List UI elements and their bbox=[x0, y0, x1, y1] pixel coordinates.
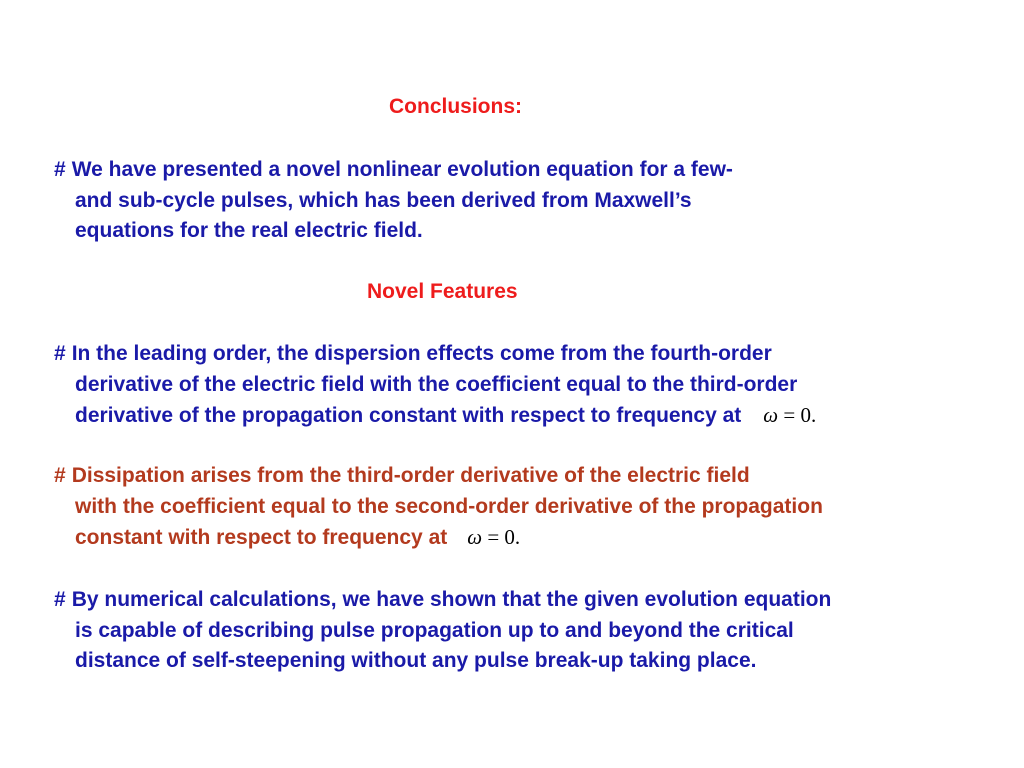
bullet-3 bbox=[54, 461, 823, 554]
bullet-4-line-3: distance of self-steepening without any pulse break-up taking place. bbox=[75, 649, 757, 673]
bullet-4 bbox=[54, 585, 831, 677]
bullet-2-line-1: # In the leading order, the dispersion effects come from the fourth-order bbox=[54, 342, 772, 365]
section-subtitle: Novel Features bbox=[367, 280, 518, 303]
bullet-marker: # bbox=[54, 158, 66, 181]
slide-title: Conclusions: bbox=[389, 95, 523, 118]
bullet-2 bbox=[54, 339, 816, 432]
bullet-4-line-1: # By numerical calculations, we have shown that the given evolution equation bbox=[54, 588, 832, 611]
bullet-1-line-2: and sub-cycle pulses, which has been derived from Maxwell’s bbox=[75, 188, 692, 212]
bullet-1-line-1: # We have presented a novel nonlinear evolution equation for a few- bbox=[54, 158, 733, 181]
bullet-3-line-2: with the coefficient equal to the second-order derivative of the propagation bbox=[75, 494, 823, 518]
bullet-marker: # bbox=[54, 588, 66, 611]
bullet-2-line-3: derivative of the propagation constant with respect to frequency at ω = 0. bbox=[54, 400, 816, 432]
bullet-3-line-3: constant with respect to frequency at ω = 0. bbox=[54, 522, 823, 554]
bullet-1-line-3: equations for the real electric field. bbox=[75, 219, 423, 243]
bullet-3-line-1: # Dissipation arises from the third-order derivative of the electric field bbox=[54, 464, 750, 487]
bullet-2-line-2: derivative of the electric field with the coefficient equal to the third-order bbox=[75, 372, 798, 396]
bullet-4-line-2: is capable of describing pulse propagation up to and beyond the critical bbox=[75, 618, 794, 642]
formula-omega-equals-zero: ω = 0. bbox=[763, 403, 817, 428]
bullet-1 bbox=[54, 155, 733, 247]
bullet-marker: # bbox=[54, 464, 66, 487]
formula-omega-equals-zero: ω = 0. bbox=[467, 525, 521, 550]
bullet-marker: # bbox=[54, 342, 66, 365]
